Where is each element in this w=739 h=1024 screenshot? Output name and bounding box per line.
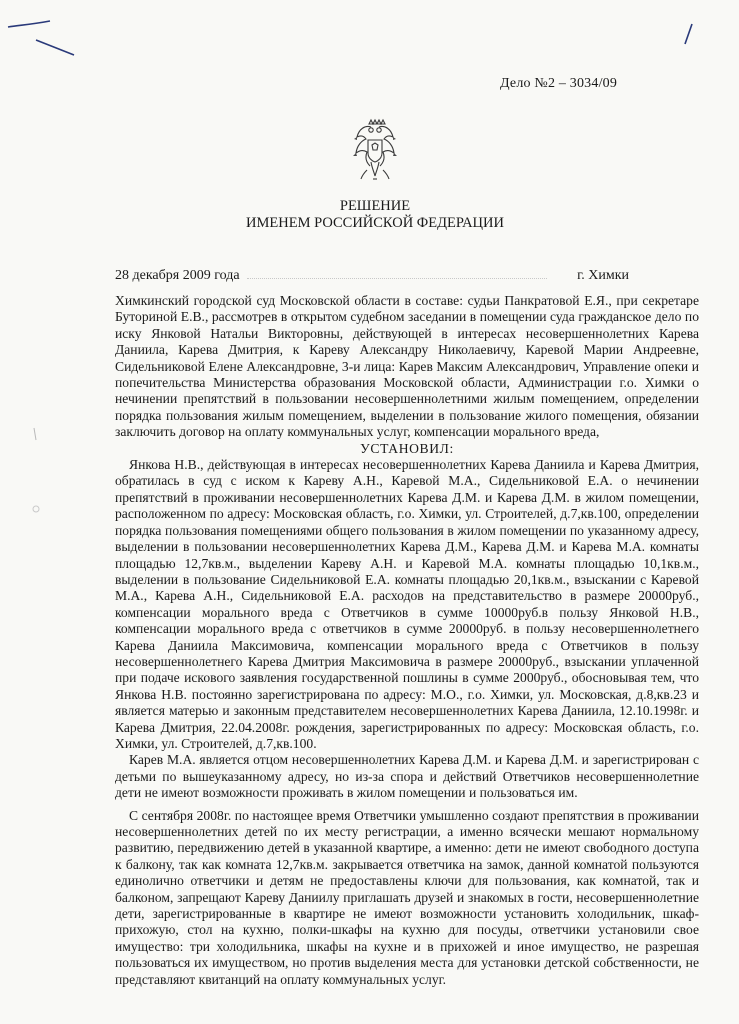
coat-of-arms-icon bbox=[351, 118, 399, 184]
binding-mark-icon bbox=[34, 428, 36, 440]
body-paragraph: Янкова Н.В., действующая в интересах несовершеннолетних Карева Даниила и Карева Дмитрия, обратилась в суд с иском к Кареву А.Н., Каревой М.А., Сидельниковой Е.А. о нечинении препятствий в проживании несовершеннолетних Карева Д.М. и Карева Д.М. в жилом помещении, расположенном по адресу: Московская область, г.о. Химки, ул. Строителей, д.7,кв.100, определении порядка пользования помещениями общего пользования в жилом помещении по указанному адресу, выделении в пользовании несовершеннолетних Карева Д.М., Карева Д.М. и Карева М.А. комнаты площадью 12,7кв.м., выделении Кареву А.Н. и Каревой М.А. комнаты площадью 10,1кв.м., выделении в пользование Сидельниковой Е.А. комнаты площадью 20,1кв.м., взыскании с Каревой М.А., Карева А.Н., Сидельниковой Е.А. расходов на представительство в размере 20000руб., компенсации морального вреда с Ответчиков в сумме 10000руб.в пользу Янковой Н.В., компенсации морального вреда с ответчиков в сумме 20000руб. в пользу несовершеннолетнего Карева Даниила Максимовича, компенсации морального вреда с Ответчиков в пользу несовершеннолетнего Карева Дмитрия Максимовича в размере 20000руб., взыскании уплаченной при подаче искового заявления государственной пошлины в сумме 2000руб., обосновывая тем, что Янкова Н.В. постоянно зарегистрирована по адресу: М.О., г.о. Химки, ул. Московская, д.8,кв.23 и является матерью и законным представителем несовершеннолетних Карева Даниила, 12.10.1998г. и Карева Дмитрия, 22.04.2008г. рождения, зарегистрированных по адресу: Московская область, г.о. Химки, ул. Строителей, д.7,кв.100. bbox=[115, 457, 699, 751]
title-decision: РЕШЕНИЕ bbox=[339, 198, 411, 214]
corner-pen-stroke-icon bbox=[36, 40, 74, 55]
body-paragraph: С сентября 2008г. по настоящее время Ответчики умышленно создают препятствия в проживании несовершеннолетних детей по их месту регистрации, а именно всячески мешают нормальному развитию, передвижению детей в указанной квартире, а именно: дети не имеют свободного доступа к балкону, так как комната 12,7кв.м. закрывается ответчика на замок, данной комнатой пользуются единолично ответчики и детям не предоставлены ключи для пользования, как комнатой, так и балконом, запрещают Кареву Даниилу приглашать друзей и знакомых в гости, несовершеннолетние дети, зарегистрированные в квартире не имеют возможности установить холодильник, шкаф-прихожую, стол на кухню, полки-шкафы на кухню для посуды, ответчики установили свое имущество: три холодильника, шкафы на кухне и в прихожей и иное имущество, не разрешая пользоваться их имуществом, но против выделения места для установки детской собственности, не представляют квитанций на оплату коммунальных услуг. bbox=[115, 807, 699, 987]
margin-tick-icon bbox=[685, 24, 692, 44]
binding-hole-icon bbox=[33, 506, 39, 512]
date-place-line bbox=[115, 268, 635, 286]
decision-city: г. Химки bbox=[577, 268, 629, 283]
document-body bbox=[115, 293, 699, 988]
decision-date: 28 декабря 2009 года bbox=[115, 268, 240, 283]
established-heading: УСТАНОВИЛ: bbox=[360, 440, 454, 456]
case-number: Дело №2 – 3034/09 bbox=[500, 76, 618, 91]
document-title bbox=[230, 198, 520, 232]
intro-paragraph: Химкинский городской суд Московской области в составе: судьи Панкратовой Е.Я., при секретаре Буториной Е.В., рассмотрев в открытом судебном заседании в помещении суда гражданское дело по иску Янковой Натальи Викторовны, действующей в интересах несовершеннолетних Карева Даниила, Карева Дмитрия, к Кареву Александру Николаевичу, Каревой Марии Андреевне, Сидельниковой Елене Александровне, 3-и лица: Карев Максим Александрович, Управление опеки и попечительства Министерства образования Московской области, Администрации г.о. Химки о нечинении препятствий в пользовании несовершеннолетними жилым помещением, определении порядка пользования жилым помещением, выделении в пользование жилого помещения, обязании заключить договор на оплату коммунальных услуг, компенсации морального вреда, bbox=[115, 293, 699, 440]
dotted-divider bbox=[247, 278, 547, 279]
body-paragraph: Карев М.А. является отцом несовершеннолетних Карева Д.М. и Карева Д.М. и зарегистрирован с детьми по вышеуказанному адресу, но из-за спора и действий Ответчиков несовершеннолетние дети не имеют возможности проживать в жилом помещении и пользоваться им. bbox=[115, 752, 699, 801]
corner-pen-stroke-icon bbox=[8, 21, 50, 27]
title-in-the-name: ИМЕНЕМ РОССИЙСКОЙ ФЕДЕРАЦИИ bbox=[246, 215, 504, 231]
